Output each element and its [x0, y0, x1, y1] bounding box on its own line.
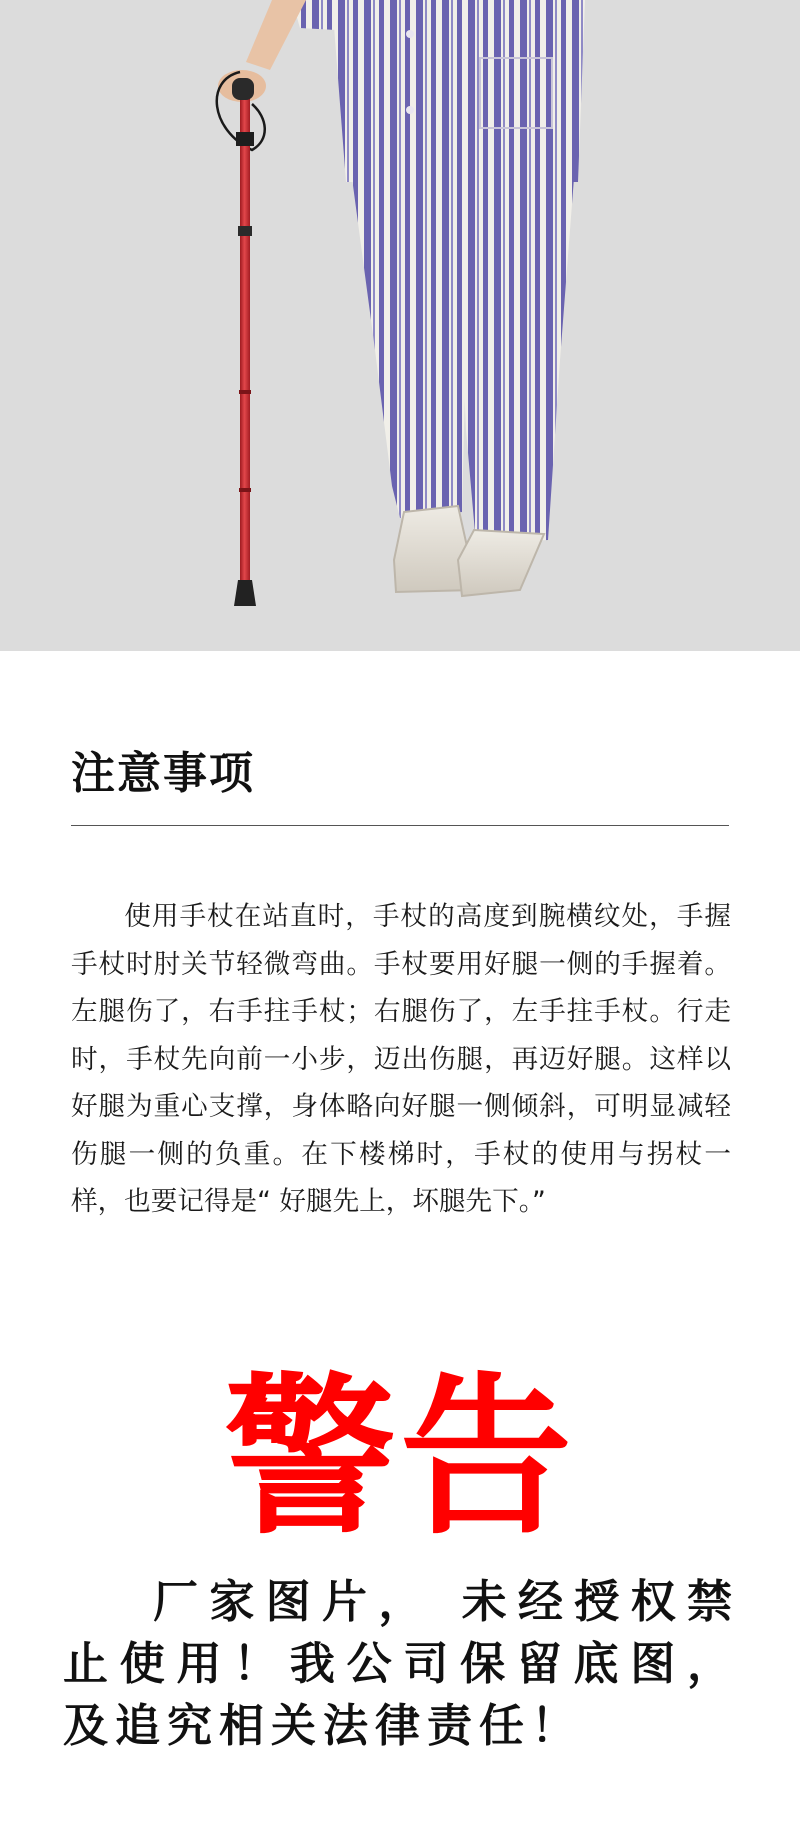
cane-joint [239, 390, 251, 394]
shoe-right [458, 530, 544, 596]
warning-title: 警告 [224, 1357, 576, 1558]
notice-title: 注意事项 [71, 748, 255, 799]
cane-clip [236, 132, 254, 146]
arm [246, 0, 306, 70]
shirt-pocket [480, 58, 552, 128]
product-photo [0, 0, 800, 651]
cane-handle [232, 78, 254, 100]
shirt-button [406, 106, 414, 114]
cane-shaft [240, 96, 250, 591]
cane-tip [234, 580, 256, 606]
trouser-leg-right [455, 178, 574, 544]
walking-cane-illustration [0, 0, 800, 651]
shirt-button [406, 30, 414, 38]
section-divider [71, 825, 729, 826]
warning-body: 厂家图片， 未经授权禁止使用！我公司保留底图， 及追究相关法律责任！ [63, 1575, 739, 1752]
cane-joint [238, 226, 252, 236]
cane-joint [239, 488, 251, 492]
notice-body: 使用手杖在站直时，手杖的高度到腕横纹处，手握手杖时肘关节轻微弯曲。手杖要用好腿一侧的手握着。左腿伤了，右手拄手杖；右腿伤了，左手拄手杖。行走时，手杖先向前一小步，迈出伤腿，再迈好腿。这样以好腿为重心支撑，身体略向好腿一侧倾斜，可明显减轻伤腿一侧的负重。在下楼梯时，手杖的使用与拐杖一样，也要记得是“ 好腿先上，坏腿先下。” [71, 901, 731, 1217]
trouser-leg-left [352, 178, 470, 518]
